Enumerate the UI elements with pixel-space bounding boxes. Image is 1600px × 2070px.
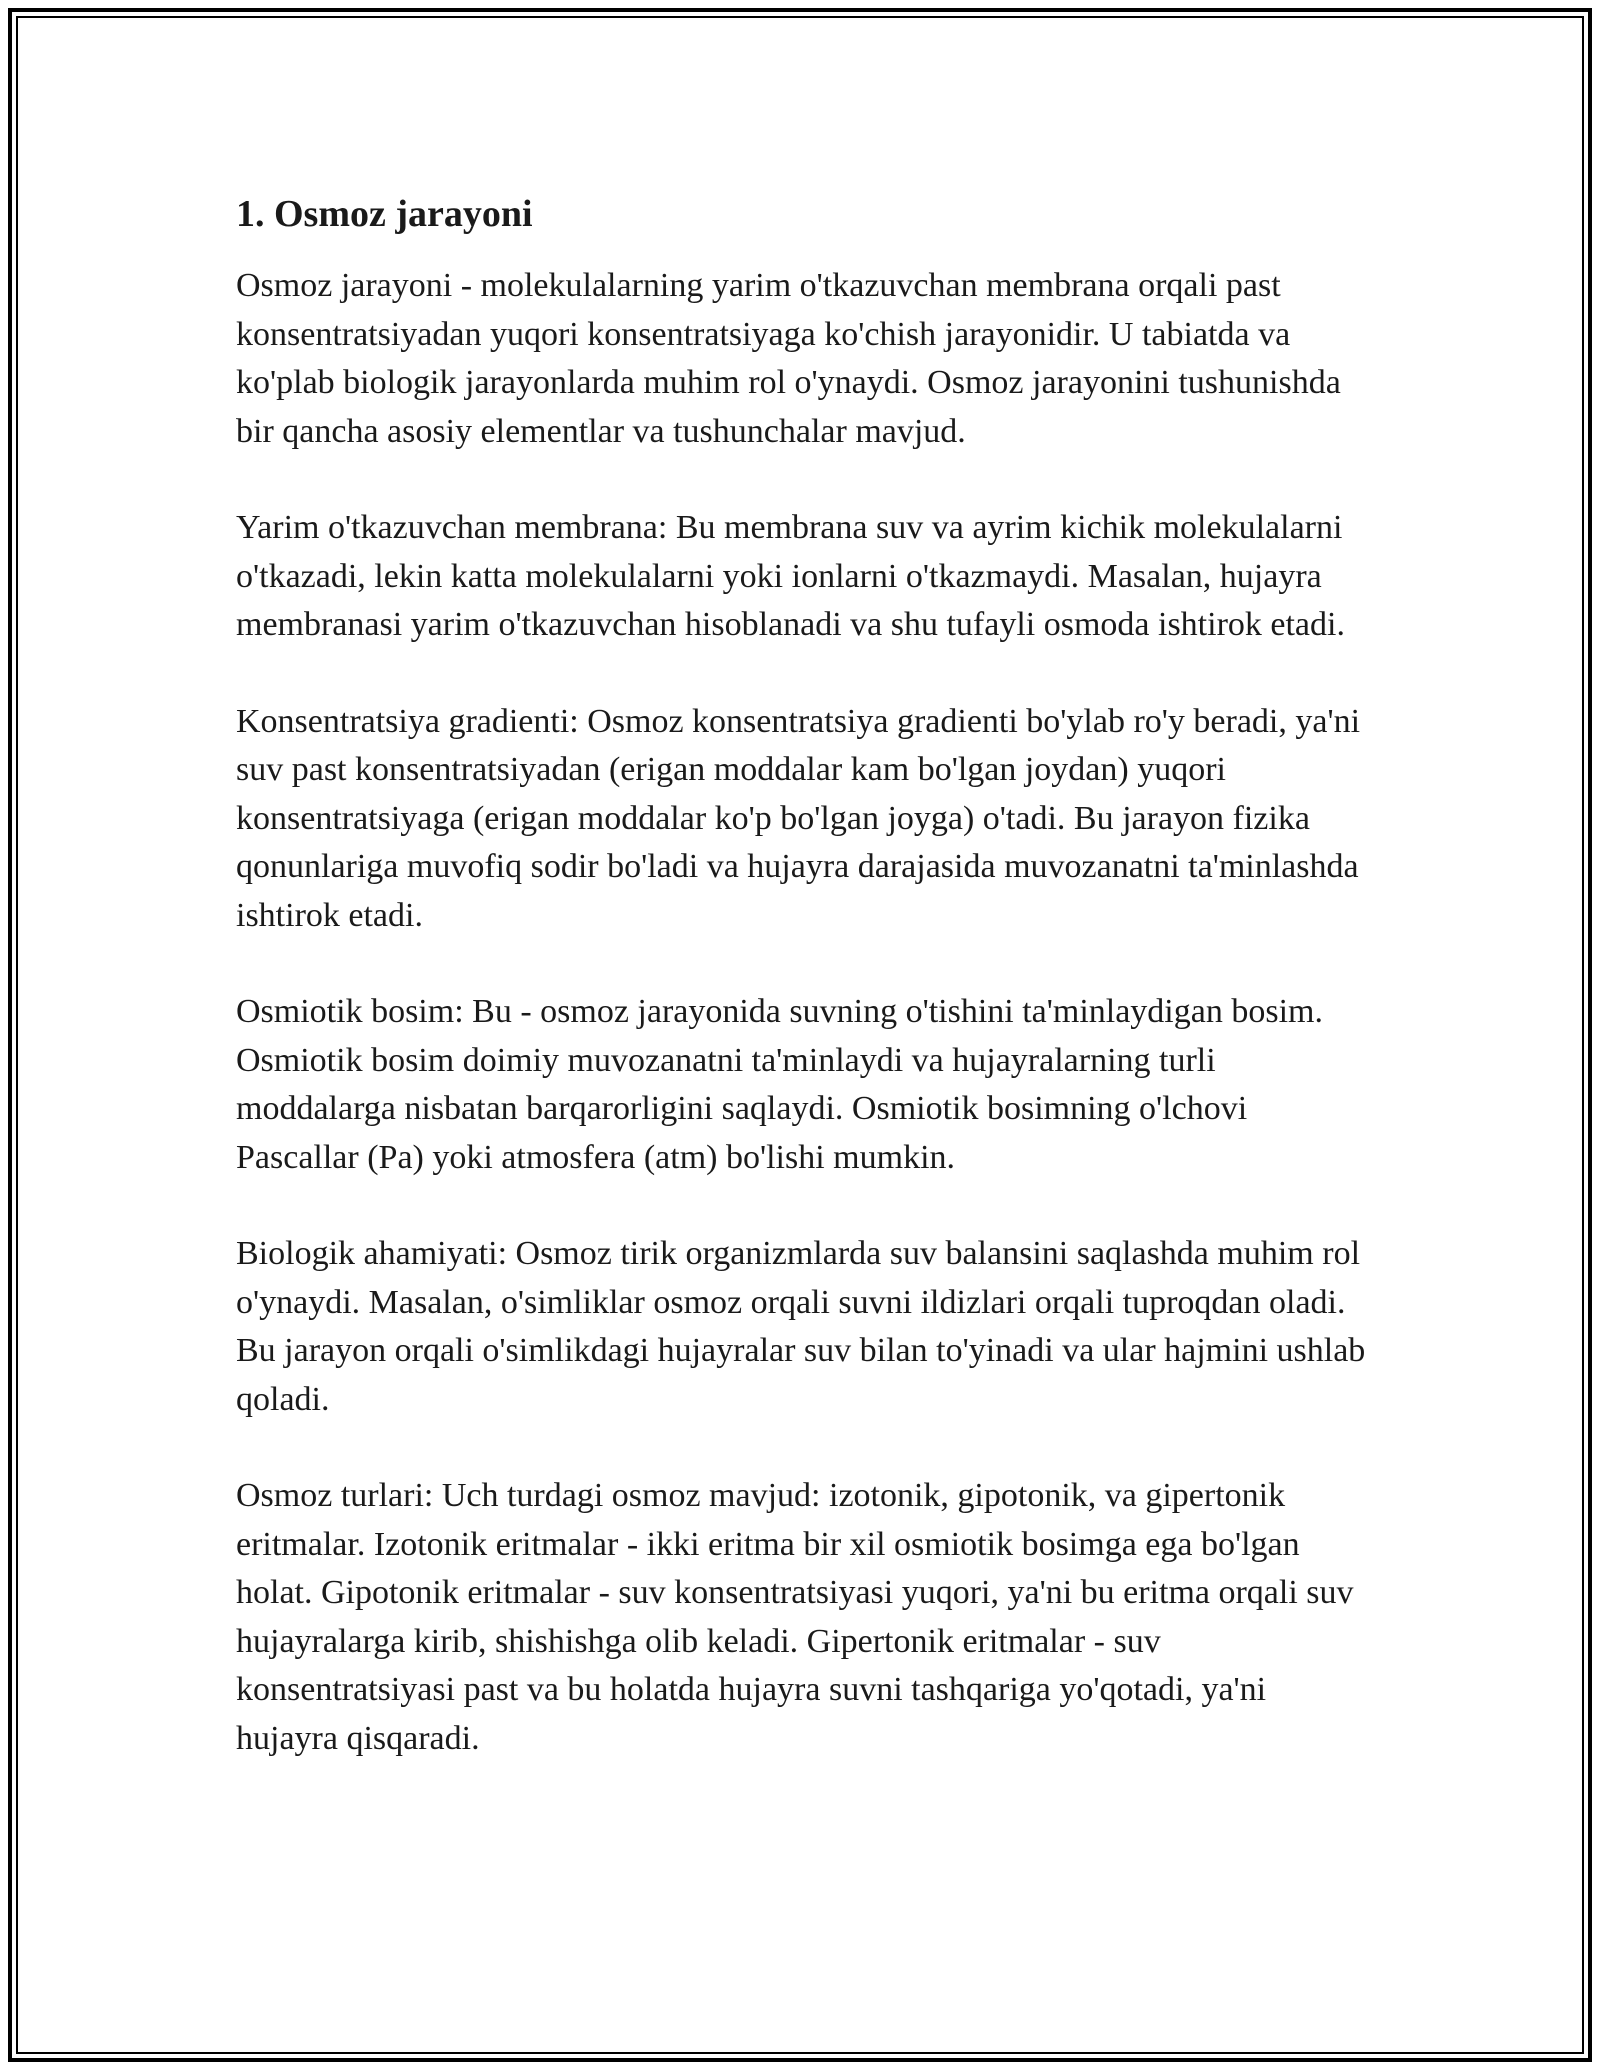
- document-body: [236, 188, 1376, 1811]
- section-heading: 1. Osmoz jarayoni: [236, 193, 533, 235]
- paragraph-biology: Biologik ahamiyati: Osmoz tirik organizmlarda suv balansini saqlashda muhim rol o'ynaydi. Masalan, o'simliklar osmoz orqali suvni ildizlari orqali tuproqdan oladi. Bu jarayon orqali o'simlikdagi hujayralar suv bilan to'yinadi va ular hajmini ushlab qoladi.: [236, 1235, 1366, 1418]
- paragraph-pressure: Osmiotik bosim: Bu - osmoz jarayonida suvning o'tishini ta'minlaydigan bosim. Osmiotik bosim doimiy muvozanatni ta'minlaydi va hujayralarning turli moddalarga nisbatan barqarorligini saqlaydi. Osmiotik bosimning o'lchovi Pascallar (Pa) yoki atmosfera (atm) bo'lishi mumkin.: [236, 993, 1323, 1176]
- paragraph-types: Osmoz turlari: Uch turdagi osmoz mavjud: izotonik, gipotonik, va gipertonik eritmalar. Izotonik eritmalar - ikki eritma bir xil osmiotik bosimga ega bo'lgan holat. Gipotonik eritmalar - suv konsentratsiyasi yuqori, ya'ni bu eritma orqali suv hujayralarga kirib, shishishga olib keladi. Gipertonik eritmalar - suv konsentratsiyasi past va bu holatda hujayra suvni tashqariga yo'qotadi, ya'ni hujayra qisqaradi.: [236, 1477, 1354, 1757]
- paragraph-gradient: Konsentratsiya gradienti: Osmoz konsentratsiya gradienti bo'ylab ro'y beradi, ya'ni suv past konsentratsiyadan (erigan moddalar kam bo'lgan joydan) yuqori konsentratsiyaga (erigan moddalar ko'p bo'lgan joyga) o'tadi. Bu jarayon fizika qonunlariga muvofiq sodir bo'ladi va hujayra darajasida muvozanatni ta'minlashda ishtirok etadi.: [236, 702, 1361, 934]
- paragraph-intro: Osmoz jarayoni - molekulalarning yarim o'tkazuvchan membrana orqali past konsentratsiyadan yuqori konsentratsiyaga ko'chish jarayonidir. U tabiatda va ko'plab biologik jarayonlarda muhim rol o'ynaydi. Osmoz jarayonini tushunishda bir qancha asosiy elementlar va tushunchalar mavjud.: [236, 267, 1341, 450]
- paragraph-membrane: Yarim o'tkazuvchan membrana: Bu membrana suv va ayrim kichik molekulalarni o'tkazadi, lekin katta molekulalarni yoki ionlarni o'tkazmaydi. Masalan, hujayra membranasi yarim o'tkazuvchan hisoblanadi va shu tufayli osmoda ishtirok etadi.: [236, 509, 1345, 643]
